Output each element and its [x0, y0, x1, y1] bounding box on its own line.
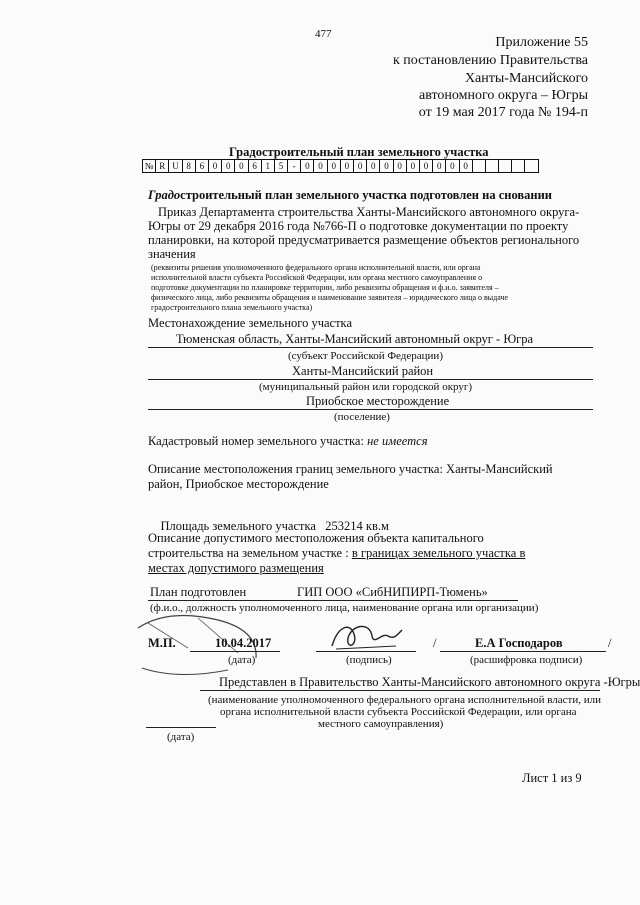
submitted-caption-1: (наименование уполномоченного федерального органа исполнительной власти, или	[208, 694, 602, 706]
submitted-underline	[200, 690, 600, 691]
settlement-caption: (поселение)	[334, 411, 390, 423]
slash-left: /	[433, 636, 437, 650]
prepared-underline	[148, 600, 518, 601]
plan-number-cell: 0	[367, 160, 380, 172]
plan-number-cell: 6	[196, 160, 209, 172]
plan-number-cell: 0	[328, 160, 341, 172]
date-caption: (дата)	[228, 654, 256, 666]
plan-number-cell: 0	[222, 160, 235, 172]
plan-number-cell: 0	[407, 160, 420, 172]
plan-number-cell: 0	[354, 160, 367, 172]
prepared-label: План подготовлен	[150, 585, 247, 599]
submitted-line: Представлен в Правительство Ханты-Мансийского автономного округа -Югры	[219, 675, 640, 689]
basis-line-4: значения	[148, 247, 196, 261]
subject-underline	[148, 347, 593, 348]
basis-line-3: планировки, на которой предусматривается размещение объектов регионального	[148, 233, 580, 247]
submitted-caption-3: местного самоуправления)	[318, 718, 444, 730]
subject-caption: (субъект Российской Федерации)	[288, 350, 443, 362]
plan-number-grid	[142, 159, 539, 173]
plan-number-cell: 0	[460, 160, 473, 172]
requisites-note-line-4: физического лица, либо реквизиты обращения и наименование заявителя – юридического лица о выдаче	[151, 293, 509, 302]
district-underline	[148, 379, 593, 380]
boundaries-line-1: Описание местоположения границ земельного участка: Ханты-Мансийский	[148, 462, 553, 476]
plan-number-cell: 0	[446, 160, 459, 172]
mp-label: М.П.	[148, 636, 176, 650]
location-district: Ханты-Мансийский район	[292, 364, 434, 378]
plan-number-cell: 0	[394, 160, 407, 172]
prepared-value: ГИП ООО «СибНИПИРП-Тюмень»	[297, 585, 488, 599]
plan-number-cell: 8	[183, 160, 196, 172]
plan-number-cell: 0	[301, 160, 314, 172]
settlement-underline	[148, 409, 593, 410]
permitted-line-1: Описание допустимого местоположения объекта капитального	[148, 531, 484, 545]
district-caption: (муниципальный район или городской округ)	[259, 381, 473, 393]
requisites-note-line-3: подготовке документации по планировке территории, либо реквизиты обращения и ф.и.о. заявителя –	[151, 283, 499, 292]
plan-number-cell: U	[169, 160, 182, 172]
submitted-caption-2: органа исполнительной власти субъекта Российской Федерации, или органа	[220, 706, 577, 718]
plan-number-cell: 1	[262, 160, 275, 172]
area-value: 253214 кв.м	[325, 519, 389, 533]
basis-heading-rest: строительный план земельного участка подготовлен на сновании	[180, 188, 552, 202]
sheet-counter: Лист 1 из 9	[522, 771, 582, 785]
permitted-line-2-underlined: в границах земельного участка в	[351, 546, 526, 560]
sign-underline	[316, 651, 416, 652]
appendix-line-3: Ханты-Мансийского	[464, 71, 588, 86]
appendix-line-4: автономного округа – Югры	[419, 88, 588, 103]
submitted-date-underline	[146, 727, 216, 728]
name-underline	[440, 651, 606, 652]
plan-number-cell: 0	[380, 160, 393, 172]
name-caption: (расшифровка подписи)	[470, 654, 583, 666]
plan-number-cell: -	[288, 160, 301, 172]
area-label: Площадь земельного участка	[160, 519, 326, 533]
signer-name: Е.А Господаров	[475, 636, 563, 650]
appendix-line-1: Приложение 55	[495, 35, 588, 50]
basis-heading-italic: Градо	[148, 188, 181, 202]
basis-line-1: Приказ Департамента строительства Ханты-Мансийского автономного округа-	[158, 205, 580, 219]
permitted-line-2	[148, 546, 525, 561]
signature-icon	[326, 616, 406, 656]
appendix-line-2: к постановлению Правительства	[392, 53, 588, 68]
requisites-note-line-5: градостроительного плана земельного участка)	[151, 303, 313, 312]
page-number: 477	[315, 28, 332, 40]
cadastral-number	[148, 434, 428, 449]
plan-number-cell: №	[143, 160, 156, 172]
basis-heading	[148, 188, 552, 203]
plan-number-cell	[512, 160, 525, 172]
plan-number-cell: 5	[275, 160, 288, 172]
permitted-line-2-plain: строительства на земельном участке :	[148, 546, 352, 560]
slash-right: /	[608, 636, 612, 650]
plan-number-cell: 6	[249, 160, 262, 172]
plan-number-cell: R	[156, 160, 169, 172]
permitted-line-3: местах допустимого размещения	[148, 561, 324, 575]
plan-number-cell	[499, 160, 512, 172]
sign-caption: (подпись)	[346, 654, 392, 666]
plan-number-cell	[525, 160, 537, 172]
cadastral-value: не имеется	[367, 434, 428, 448]
plan-number-cell: 0	[235, 160, 248, 172]
date-underline	[190, 651, 280, 652]
cadastral-label: Кадастровый номер земельного участка:	[148, 434, 368, 448]
plan-number-cell	[473, 160, 486, 172]
submitted-date-caption: (дата)	[167, 731, 195, 743]
plan-number-cell: 0	[314, 160, 327, 172]
signed-date: 10.04.2017	[215, 636, 272, 650]
location-settlement: Приобское месторождение	[306, 394, 450, 408]
requisites-note-line-2: исполнительной власти субъекта Российской Федерации, или органа местного самоуправления о	[151, 273, 483, 282]
basis-line-2: Югры от 29 декабря 2016 года №766-П о подготовке документации по проекту	[148, 219, 569, 233]
location-subject: Тюменская область, Ханты-Мансийский автономный округ - Югра	[176, 332, 534, 346]
plan-number-cell	[486, 160, 499, 172]
requisites-note-line-1: (реквизиты решения уполномоченного федерального органа исполнительной власти, или органа	[151, 263, 481, 272]
prepared-caption: (ф.и.о., должность уполномоченного лица, наименование органа или организации)	[150, 602, 539, 614]
boundaries-line-2: район, Приобское месторождение	[148, 477, 329, 491]
plan-number-cell: 0	[433, 160, 446, 172]
plan-number-cell: 0	[209, 160, 222, 172]
appendix-line-5: от 19 мая 2017 года № 194-п	[418, 105, 588, 120]
document-title: Градостроительный план земельного участка	[229, 145, 489, 159]
location-label: Местонахождение земельного участка	[148, 316, 352, 330]
plan-number-cell: 0	[420, 160, 433, 172]
plan-number-cell: 0	[341, 160, 354, 172]
